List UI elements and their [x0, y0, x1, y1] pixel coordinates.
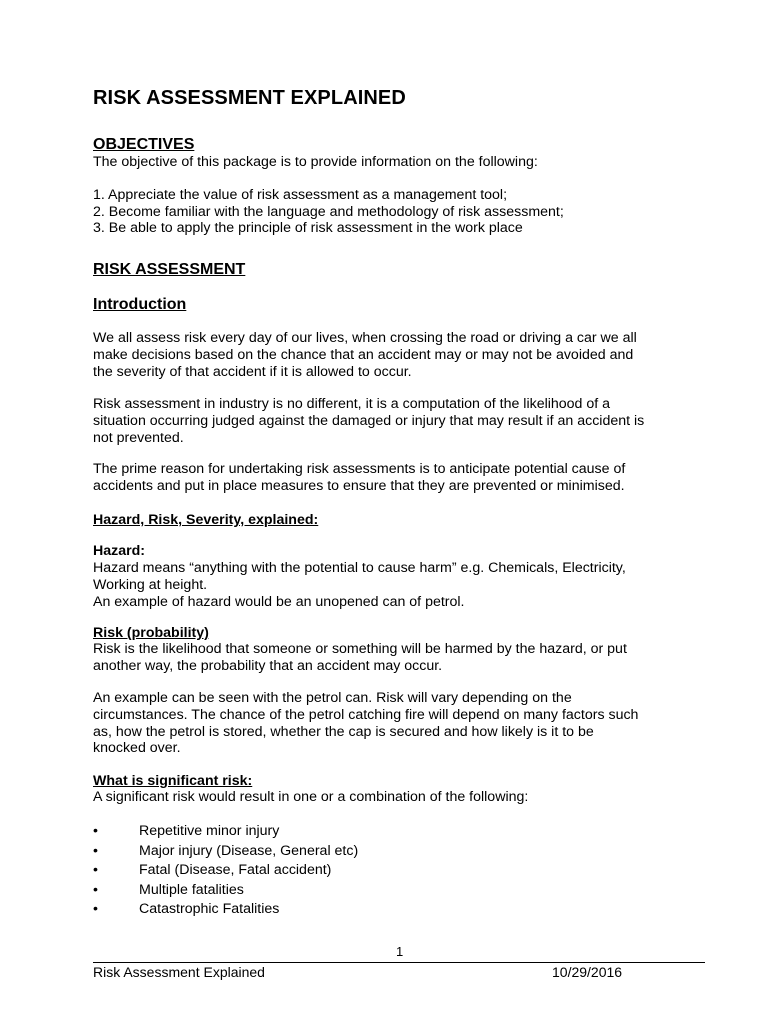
introduction-heading: Introduction: [93, 296, 187, 313]
footer-divider: [93, 962, 705, 963]
page-number: 1: [396, 944, 404, 959]
bullet-icon: •: [93, 901, 98, 917]
significant-risk-intro: A significant risk would result in one or a combination of the following:: [93, 789, 529, 805]
intro-paragraph-1: We all assess risk every day of our lives, when crossing the road or driving a car we all make decisions based on the chance that an accident may or may not be avoided and the severity of that accident if it is allowed to occur.: [93, 330, 637, 380]
objectives-heading: OBJECTIVES: [93, 136, 195, 153]
hazard-heading: Hazard:: [93, 543, 146, 559]
risk-text: Risk is the likelihood that someone or something will be harmed by the hazard, or put another way, the probability that an accident may occur.: [93, 641, 627, 674]
objective-item-3: 3. Be able to apply the principle of risk assessment in the work place: [93, 220, 523, 236]
bullet-icon: •: [93, 842, 98, 859]
bullet-icon: •: [93, 823, 98, 839]
document-page: RISK ASSESSMENT EXPLAINED OBJECTIVES The objective of this package is to provide information on the following: 1. Appreciate the value of risk assessment as a management tool; 2. Become familiar with the language and methodology of risk assessment; 3. Be able to apply the principle of risk assessment in the work place RISK ASSESSMENT Introduction We all assess risk every day of our lives, when crossing the road or driving a car we all make decisions based on the chance that an accident may or may not be avoided and the severity of that accident if it is allowed to occur. Risk assessment in industry is no different, it is a computation of the likelihood of a situation occurring judged against the damaged or injury that may result if an accident is not prevented. The prime reason for undertaking risk assessments is to anticipate potential cause of accidents and put in place measures to ensure that they are prevented or minimised. Hazard, Risk, Severity, explained: Hazard: Hazard means “anything with the potential to cause harm” e.g. Chemicals, Electricity, Working at height. An example of hazard would be an unopened can of petrol. Risk (probability) Risk is the likelihood that someone or something will be harmed by the hazard, or put another way, the probability that an accident may occur. An example can be seen with the petrol can. Risk will vary depending on the circumstances. The chance of the petrol catching fire will depend on many factors such as, how the petrol is stored, whether the cap is secured and how likely is it to be knocked over. What is significant risk: A significant risk would result in one or a combination of the following: • Repetitive minor injury • Major injury (Disease, General etc) • Fatal (Disease, Fatal accident) • Multiple fatalities • Catastrophic Fatalities: [93, 0, 705, 1024]
risk-example: An example can be seen with the petrol can. Risk will vary depending on the circumstances. The chance of the petrol catching fire will depend on many factors such as, how the petrol is stored, whether the cap is secured and how likely is it to be knocked over.: [93, 690, 639, 757]
risk-assessment-heading: RISK ASSESSMENT: [93, 261, 246, 278]
document-title: RISK ASSESSMENT EXPLAINED: [93, 87, 406, 109]
objective-item-2: 2. Become familiar with the language and methodology of risk assessment;: [93, 204, 564, 220]
footer-date: 10/29/2016: [552, 964, 623, 980]
intro-paragraph-3: The prime reason for undertaking risk assessments is to anticipate potential cause of accidents and put in place measures to ensure that they are prevented or minimised.: [93, 461, 626, 494]
significant-risk-heading: What is significant risk:: [93, 773, 253, 789]
hrs-heading: Hazard, Risk, Severity, explained:: [93, 512, 319, 528]
intro-paragraph-2: Risk assessment in industry is no different, it is a computation of the likelihood of a situation occurring judged against the damaged or injury that may result if an accident is not prevented.: [93, 396, 645, 446]
bullet-icon: •: [93, 881, 98, 898]
bullet-icon: •: [93, 862, 98, 878]
objective-item-1: 1. Appreciate the value of risk assessment as a management tool;: [93, 187, 508, 203]
objectives-intro: The objective of this package is to provide information on the following:: [93, 154, 538, 170]
risk-heading: Risk (probability): [93, 625, 209, 641]
hazard-text: Hazard means “anything with the potential to cause harm” e.g. Chemicals, Electricity, Working at height. An example of hazard would be an unopened can of petrol.: [93, 560, 626, 610]
footer-title: Risk Assessment Explained: [93, 964, 265, 980]
